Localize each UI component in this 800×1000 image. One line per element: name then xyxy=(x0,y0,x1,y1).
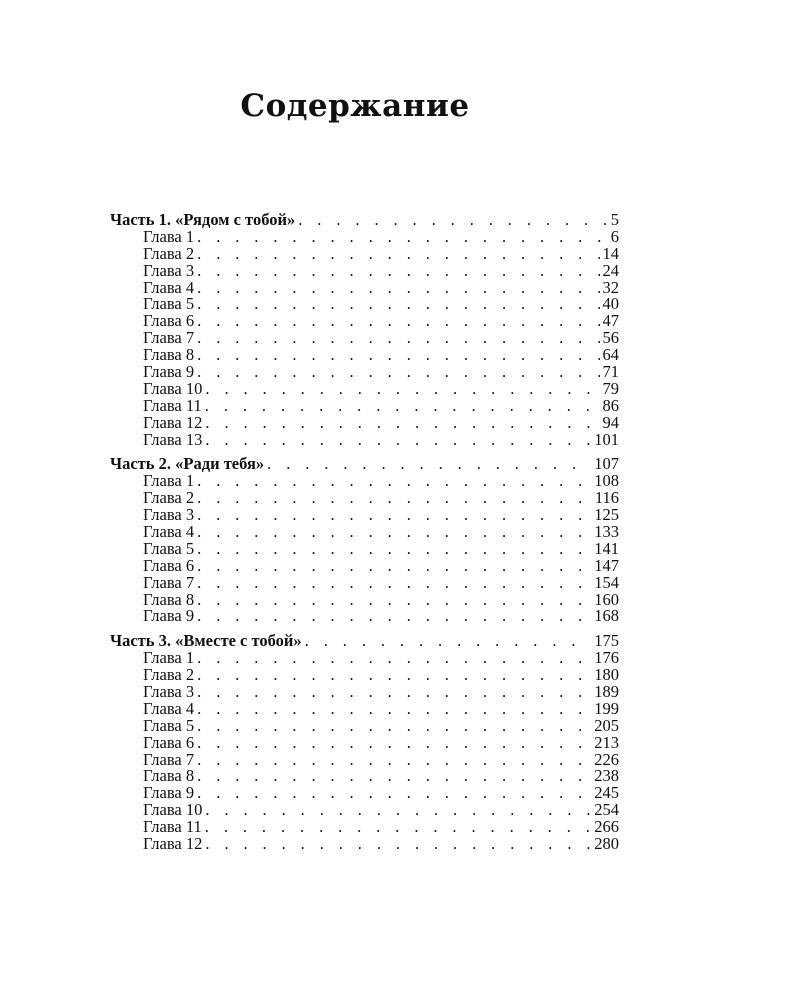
dot-leader xyxy=(197,701,591,718)
dot-leader xyxy=(197,313,599,330)
page-number: 56 xyxy=(602,328,619,348)
dot-leader xyxy=(197,575,591,592)
page-number: 47 xyxy=(602,311,619,331)
page-number: 133 xyxy=(594,522,619,542)
page-number: 86 xyxy=(602,395,619,415)
chapter-title: Глава 7 xyxy=(143,749,195,769)
chapter-title: Глава 3 xyxy=(143,505,195,525)
chapter-list xyxy=(110,226,619,449)
chapter-title: Глава 9 xyxy=(143,606,195,626)
page-number: 141 xyxy=(594,538,619,558)
table-of-contents xyxy=(110,209,619,861)
chapter-title: Глава 2 xyxy=(143,243,195,263)
chapter-title: Глава 5 xyxy=(143,538,195,558)
toc-part xyxy=(110,633,619,853)
page-number: 176 xyxy=(594,648,619,668)
toc-chapter-entry[interactable] xyxy=(110,836,619,853)
dot-leader xyxy=(205,802,591,819)
chapter-title: Глава 1 xyxy=(143,648,195,668)
chapter-title: Глава 8 xyxy=(143,589,195,609)
page-number: 79 xyxy=(602,378,619,398)
dot-leader xyxy=(197,667,591,684)
page-number: 116 xyxy=(594,488,619,508)
page-number: 107 xyxy=(594,454,619,474)
page-number: 71 xyxy=(602,362,619,381)
page-number: 254 xyxy=(594,800,619,820)
page-number: 32 xyxy=(602,277,619,297)
dot-leader xyxy=(197,592,591,609)
page-number: 199 xyxy=(594,698,619,718)
chapter-title: Глава 10 xyxy=(143,378,203,398)
page-number: 40 xyxy=(602,294,619,314)
chapter-list xyxy=(110,473,619,625)
dot-leader xyxy=(197,263,599,280)
chapter-title: Глава 9 xyxy=(143,362,195,381)
chapter-title: Глава 11 xyxy=(143,395,202,415)
chapter-title: Глава 1 xyxy=(143,226,195,246)
chapter-title: Глава 5 xyxy=(143,715,195,735)
dot-leader xyxy=(197,735,591,752)
chapter-title: Глава 9 xyxy=(143,783,195,803)
page-number: 108 xyxy=(594,471,619,491)
chapter-title: Глава 13 xyxy=(143,429,203,449)
chapter-title: Глава 7 xyxy=(143,572,195,592)
dot-leader xyxy=(197,246,599,263)
dot-leader xyxy=(197,752,591,769)
dot-leader xyxy=(197,296,599,313)
toc-chapter-entry[interactable] xyxy=(110,429,619,449)
page-number: 245 xyxy=(594,783,619,803)
dot-leader xyxy=(205,819,591,836)
page-title: Содержание xyxy=(240,88,470,124)
page-number: 147 xyxy=(594,555,619,575)
chapter-title: Глава 6 xyxy=(143,555,195,575)
dot-leader xyxy=(197,229,608,246)
dot-leader xyxy=(197,347,599,364)
chapter-title: Глава 2 xyxy=(143,665,195,685)
dot-leader xyxy=(305,633,592,650)
chapter-title: Глава 10 xyxy=(143,800,203,820)
page-number: 6 xyxy=(610,226,619,246)
chapter-title: Глава 5 xyxy=(143,294,195,314)
page-number: 101 xyxy=(594,429,619,449)
dot-leader xyxy=(197,364,599,381)
dot-leader xyxy=(197,330,599,347)
dot-leader xyxy=(205,432,591,449)
dot-leader xyxy=(205,381,599,398)
page-number: 205 xyxy=(594,715,619,735)
page-number: 14 xyxy=(602,243,619,263)
page-number: 154 xyxy=(594,572,619,592)
page-number: 168 xyxy=(594,606,619,626)
dot-leader xyxy=(197,558,591,575)
chapter-title: Глава 3 xyxy=(143,260,195,280)
dot-leader xyxy=(197,608,591,625)
page-number: 160 xyxy=(594,589,619,609)
chapter-title: Глава 2 xyxy=(143,488,195,508)
page-number: 64 xyxy=(602,345,619,365)
dot-leader xyxy=(197,684,591,701)
page-number: 5 xyxy=(610,209,619,229)
chapter-title: Глава 4 xyxy=(143,277,195,297)
chapter-title: Глава 3 xyxy=(143,682,195,702)
dot-leader xyxy=(197,524,591,541)
page-number: 180 xyxy=(594,665,619,685)
dot-leader xyxy=(267,456,591,473)
page-number: 125 xyxy=(594,505,619,525)
page-number: 94 xyxy=(602,412,619,432)
page-number: 175 xyxy=(594,631,619,651)
dot-leader xyxy=(197,507,591,524)
chapter-title: Глава 1 xyxy=(143,471,195,491)
chapter-title: Глава 4 xyxy=(143,698,195,718)
page-number: 238 xyxy=(594,766,619,786)
part-title: Часть 2. «Ради тебя» xyxy=(110,454,265,474)
chapter-title: Глава 8 xyxy=(143,345,195,365)
dot-leader xyxy=(205,415,599,432)
dot-leader xyxy=(197,541,591,558)
toc-part xyxy=(110,456,619,625)
dot-leader xyxy=(197,473,591,490)
page-number: 24 xyxy=(602,260,619,280)
dot-leader xyxy=(197,785,591,802)
dot-leader xyxy=(197,768,591,785)
chapter-list xyxy=(110,650,619,853)
dot-leader xyxy=(205,398,600,415)
dot-leader xyxy=(197,280,599,297)
page-number: 189 xyxy=(594,682,619,702)
page-number: 226 xyxy=(594,749,619,769)
part-title: Часть 3. «Вместе с тобой» xyxy=(110,631,302,651)
page-number: 213 xyxy=(594,732,619,752)
page-number: 266 xyxy=(594,817,619,837)
chapter-title: Глава 4 xyxy=(143,522,195,542)
chapter-title: Глава 8 xyxy=(143,766,195,786)
dot-leader xyxy=(197,650,591,667)
toc-part xyxy=(110,209,619,449)
page-number: 280 xyxy=(594,834,619,854)
dot-leader xyxy=(197,490,592,507)
chapter-title: Глава 12 xyxy=(143,412,203,432)
chapter-title: Глава 6 xyxy=(143,732,195,752)
toc-chapter-entry[interactable] xyxy=(110,608,619,625)
dot-leader xyxy=(298,212,608,229)
part-title: Часть 1. «Рядом с тобой» xyxy=(110,209,296,229)
chapter-title: Глава 11 xyxy=(143,817,202,837)
dot-leader xyxy=(197,718,591,735)
chapter-title: Глава 6 xyxy=(143,311,195,331)
dot-leader xyxy=(205,836,591,853)
chapter-title: Глава 12 xyxy=(143,834,203,854)
chapter-title: Глава 7 xyxy=(143,328,195,348)
